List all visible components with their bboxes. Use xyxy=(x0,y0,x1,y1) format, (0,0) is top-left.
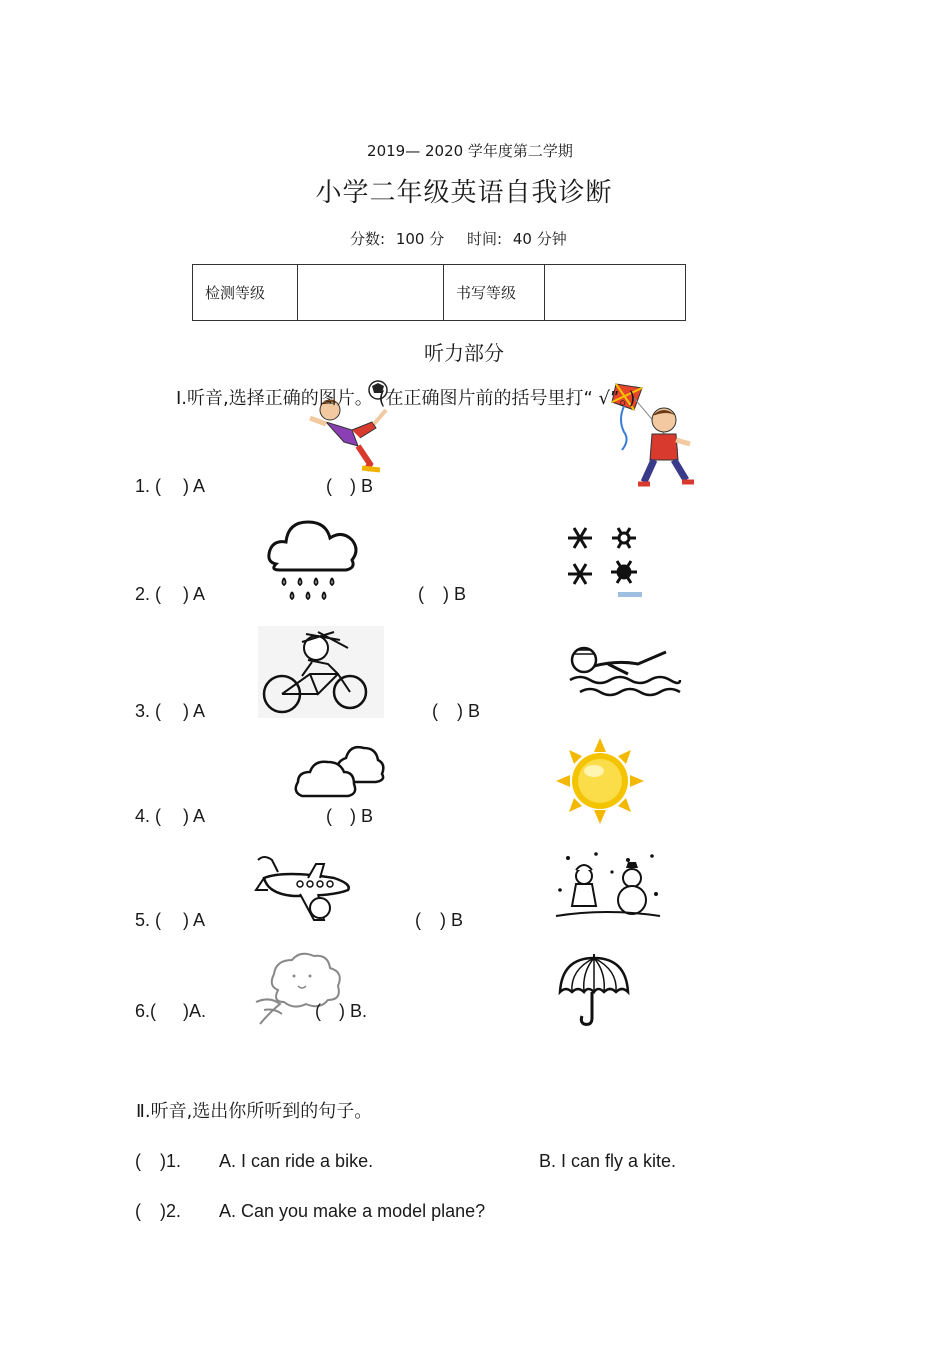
option-a[interactable]: ) A xyxy=(183,476,206,496)
page-title: 小学二年级英语自我诊断 xyxy=(315,178,613,208)
option-a[interactable]: ) A xyxy=(183,910,206,930)
swimming-icon xyxy=(568,640,680,702)
item-number: )1. xyxy=(160,1151,182,1171)
children-snowman-icon xyxy=(556,850,660,924)
option-b-bracket[interactable]: ( xyxy=(418,584,424,604)
option-a[interactable]: ) A xyxy=(183,584,206,604)
test-level-label: 检测等级 xyxy=(193,265,298,321)
option-b[interactable]: ) B xyxy=(440,910,464,930)
question-number[interactable]: 1. ( xyxy=(135,476,162,496)
option-b-bracket[interactable]: ( xyxy=(432,701,438,721)
option-a[interactable]: ) A xyxy=(183,806,206,826)
boy-riding-bike-image xyxy=(258,626,384,718)
wind-cloud-icon xyxy=(254,950,350,1030)
option-a[interactable]: )A. xyxy=(183,1001,207,1021)
writing-level-cell[interactable] xyxy=(545,265,686,321)
time-value: 40 分钟 xyxy=(512,230,567,248)
umbrella-icon xyxy=(556,952,632,1028)
option-b-bracket[interactable]: ( xyxy=(326,476,332,496)
option-b[interactable]: ) B xyxy=(350,476,374,496)
question-number[interactable]: 5. ( xyxy=(135,910,162,930)
question-number[interactable]: 6.( xyxy=(135,1001,157,1021)
question-number[interactable]: 2. ( xyxy=(135,584,162,604)
item-number: )2. xyxy=(160,1201,182,1221)
section-heading: 听力部分 xyxy=(424,341,504,365)
writing-level-label: 书写等级 xyxy=(444,265,545,321)
grade-table xyxy=(192,264,686,321)
option-b-bracket[interactable]: ( xyxy=(315,1001,321,1021)
clouds-icon xyxy=(294,740,386,802)
question-number[interactable]: 3. ( xyxy=(135,701,162,721)
option-b-bracket[interactable]: ( xyxy=(415,910,421,930)
part1-instruction: Ⅰ.听音,选择正确的图片。 (在正确图片前的括号里打“ √”。) xyxy=(176,388,636,409)
score-time-line xyxy=(350,228,567,249)
option-b[interactable]: ) B xyxy=(443,584,467,604)
sentence-option-a[interactable]: A. Can you make a model plane? xyxy=(219,1201,486,1221)
time-label: 时间: xyxy=(467,230,503,248)
option-a[interactable]: ) A xyxy=(183,701,206,721)
snowflakes-icon xyxy=(562,522,644,600)
score-value: 100 分 xyxy=(395,230,445,248)
sentence-option-a[interactable]: A. I can ride a bike. xyxy=(219,1151,374,1171)
school-year: 2019— 2020 学年度第二学期 xyxy=(367,142,573,160)
rain-cloud-icon xyxy=(266,516,360,604)
option-b[interactable]: ) B xyxy=(350,806,374,826)
part2-instruction: Ⅱ.听音,选出你所听到的句子。 xyxy=(136,1101,373,1122)
question-number[interactable]: 4. ( xyxy=(135,806,162,826)
answer-bracket[interactable]: ( xyxy=(135,1151,141,1171)
test-level-cell[interactable] xyxy=(298,265,444,321)
option-b[interactable]: ) B. xyxy=(339,1001,368,1021)
airplane-icon xyxy=(254,850,358,930)
option-b[interactable]: ) B xyxy=(457,701,481,721)
sentence-option-b[interactable]: B. I can fly a kite. xyxy=(539,1151,677,1171)
sun-icon xyxy=(556,738,644,824)
answer-bracket[interactable]: ( xyxy=(135,1201,141,1221)
score-label: 分数: xyxy=(350,230,386,248)
option-b-bracket[interactable]: ( xyxy=(326,806,332,826)
